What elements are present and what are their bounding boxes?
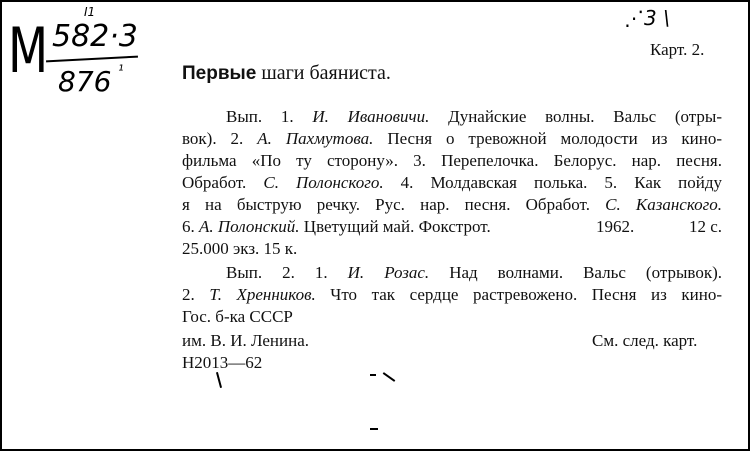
body-line: 2. Т. Хренников. Что так сердце растревожено. Песня из кино- — [182, 285, 723, 304]
call-number-divider — [46, 56, 138, 63]
body-line: Обработ. С. Полонского. 4. Молдавская полька. 5. Как пойду — [182, 173, 723, 192]
call-number-marks: I1 — [84, 5, 96, 19]
corner-mark: ⋰3 \ — [624, 6, 670, 30]
body-line: вок). 2. А. Пахмутова. Песня о тревожной молодости из кино- — [182, 129, 722, 148]
library-name-2: им. В. И. Ленина. — [182, 331, 310, 350]
body-line: Вып. 1. И. Ивановичи. Дунайские волны. Вальс (отры- — [226, 107, 723, 126]
page-count: 12 с. — [688, 217, 722, 236]
ink-mark — [370, 428, 378, 430]
ink-mark — [370, 374, 376, 376]
card-title — [182, 62, 391, 85]
body-line: фильма «По ту сторону». 3. Перепелочка. Белорус. нар. песня. — [182, 151, 722, 170]
body-line: 25.000 экз. 15 к. — [182, 239, 298, 258]
library-name: Гос. б-ка СССР — [182, 307, 293, 326]
call-number-bottom-mark: ¹ — [118, 63, 124, 79]
ink-mark — [216, 372, 222, 388]
card-number: Карт. 2. — [650, 40, 705, 59]
see-next-card: См. след. карт. — [592, 331, 698, 350]
call-number-top: 582·3 — [52, 19, 138, 54]
body-line: Вып. 2. 1. И. Розас. Над волнами. Вальс (отрывок). — [226, 263, 722, 282]
body-line: я на быструю речку. Рус. нар. песня. Обработ. С. Казанского. — [182, 195, 723, 214]
publication-year: 1962. — [596, 217, 635, 236]
print-code: Н2013—62 — [182, 353, 263, 372]
call-number-bottom: 876 — [58, 65, 112, 98]
ink-mark — [383, 372, 396, 382]
shelf-mark: M — [8, 14, 49, 87]
title-rest: шаги баяниста. — [261, 62, 391, 84]
title-bold: Первые — [182, 63, 257, 84]
body-line: 6. А. Полонский. Цветущий май. Фокстрот. 1962. 12 с. — [182, 217, 722, 236]
